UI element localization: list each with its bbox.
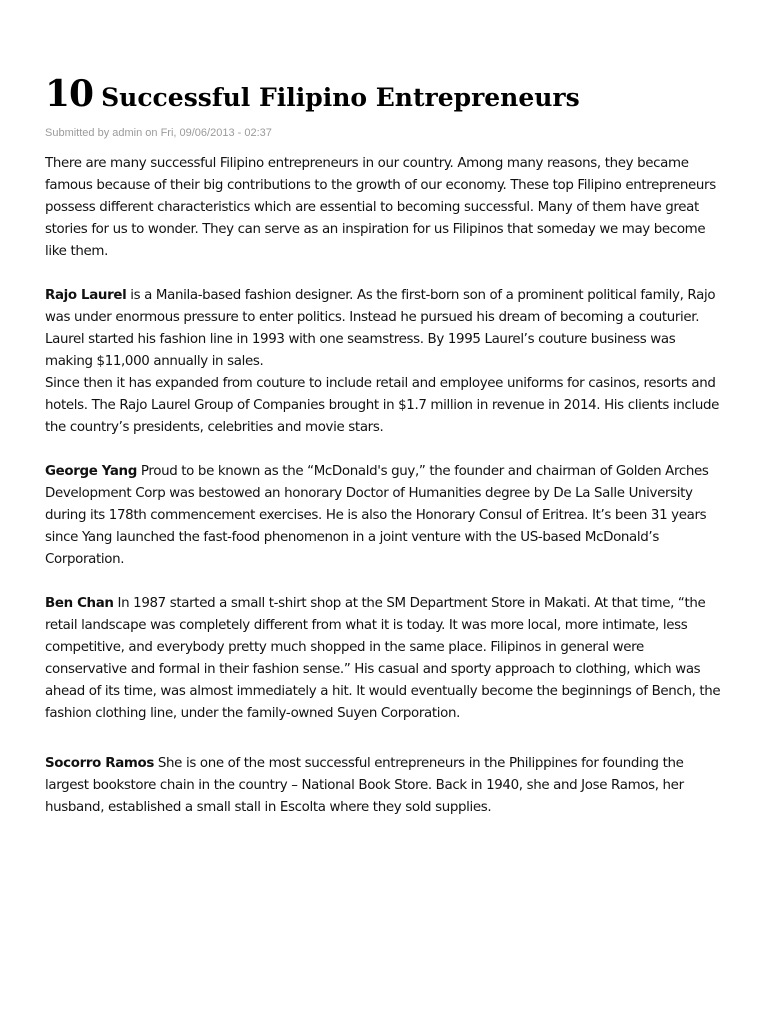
intro-paragraph: There are many successful Filipino entrepreneurs in our country. Among many reasons, they became famous because of their big contributions to the growth of our economy. These top Filipino entrepreneurs possess different characteristics which are essential to becoming successful. Many of them have great stories for us to wonder. They can serve as an inspiration for us Filipinos that someday we may become like them. <box>45 156 716 259</box>
entrepreneur-section-ben-chan <box>45 593 725 725</box>
entrepreneur-name: Socorro Ramos <box>45 756 154 771</box>
section-text: is a Manila-based fashion designer. As the first-born son of a prominent political family, Rajo was under enormous pressure to enter politics. Instead he pursued his dream of becoming a couturier. Laurel started his fashion line in 1993 with one seamstress. By 1995 Laurel’s couture business was making $11,000 annually in sales. <box>45 288 716 369</box>
article <box>45 72 725 819</box>
section-paragraph <box>45 285 725 373</box>
title-number: 10 <box>45 73 94 115</box>
article-body <box>45 153 725 819</box>
entrepreneur-name: George Yang <box>45 464 137 479</box>
section-paragraph <box>45 593 725 725</box>
submitted-meta: Submitted by admin on Fri, 09/06/2013 - 02:37 <box>45 127 272 139</box>
entrepreneur-section-george-yang <box>45 461 725 571</box>
section-text: Proud to be known as the “McDonald's guy,” the founder and chairman of Golden Arches Development Corp was bestowed an honorary Doctor of Humanities degree by De La Salle University during its 178th commencement exercises. He is also the Honorary Consul of Eritrea. It’s been 31 years since Yang launched the fast-food phenomenon in a joint venture with the US-based McDonald’s Corporation. <box>45 464 709 567</box>
entrepreneur-section-socorro-ramos <box>45 753 725 819</box>
page-title <box>45 72 725 120</box>
section-text: She is one of the most successful entrepreneurs in the Philippines for founding the largest bookstore chain in the country – National Book Store. Back in 1940, she and Jose Ramos, her husband, established a small stall in Escolta where they sold supplies. <box>45 756 684 815</box>
title-text: Successful Filipino Entrepreneurs <box>101 83 580 112</box>
entrepreneur-section-rajo-laurel <box>45 285 725 439</box>
section-paragraph <box>45 461 725 571</box>
entrepreneur-name: Ben Chan <box>45 596 114 611</box>
section-text: In 1987 started a small t-shirt shop at the SM Department Store in Makati. At that time, “the retail landscape was completely different from what it is today. It was more local, more intimate, less competitive, and everybody pretty much shopped in the same place. Filipinos in general were conservative and formal in their fashion sense.” His casual and sporty approach to clothing, which was ahead of its time, was almost immediately a hit. It would eventually become the beginnings of Bench, the fashion clothing line, under the family-owned Suyen Corporation. <box>45 596 721 721</box>
section-paragraph-continued: Since then it has expanded from couture to include retail and employee uniforms for casinos, resorts and hotels. The Rajo Laurel Group of Companies brought in $1.7 million in revenue in 2014. His clients include the country’s presidents, celebrities and movie stars. <box>45 376 719 435</box>
section-paragraph <box>45 753 725 819</box>
entrepreneur-name: Rajo Laurel <box>45 288 127 303</box>
